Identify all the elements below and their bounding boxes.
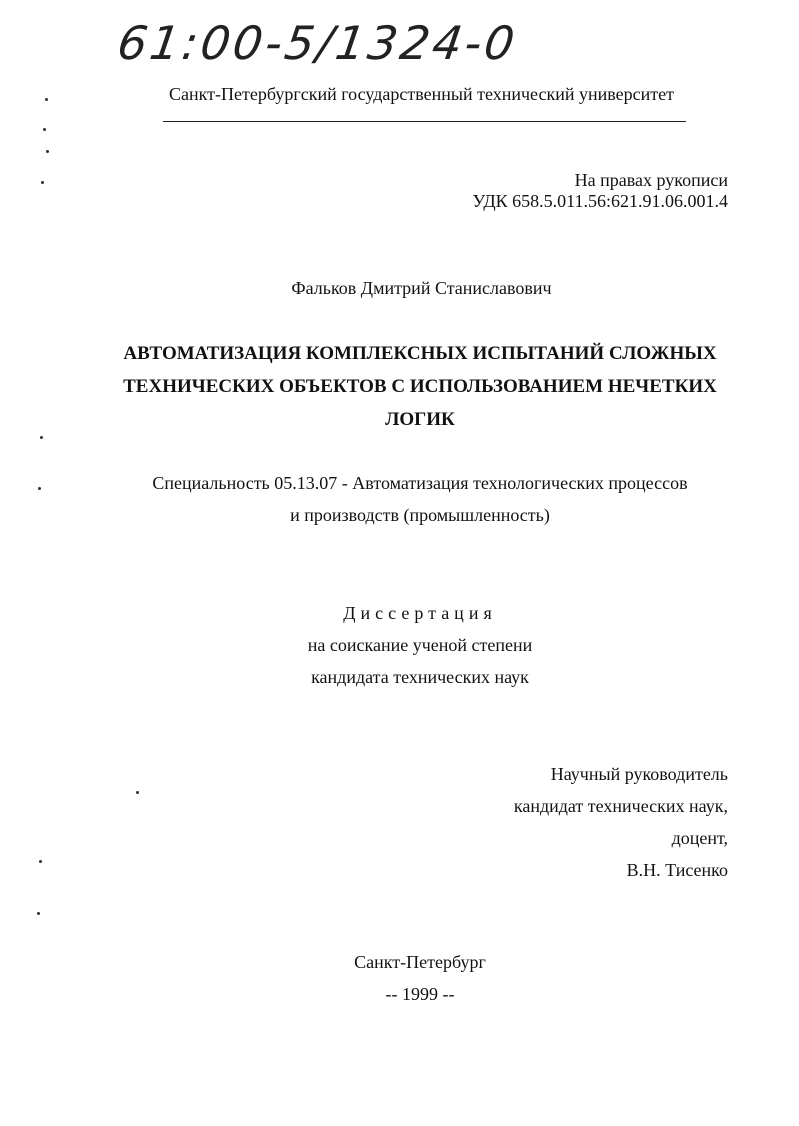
handwritten-archive-code: 61:00-5/1324-0 xyxy=(114,16,521,70)
specialty-line: и производств (промышленность) xyxy=(290,505,550,525)
scan-speck xyxy=(39,860,42,863)
advisor-name: В.Н. Тисенко xyxy=(626,860,728,880)
scan-speck xyxy=(41,181,44,184)
scan-speck xyxy=(136,791,139,794)
degree-line: на соискание ученой степени xyxy=(307,635,533,655)
title-line: АВТОМАТИЗАЦИЯ КОМПЛЕКСНЫХ ИСПЫТАНИЙ СЛОЖНЫХ xyxy=(123,343,717,364)
specialty-block xyxy=(110,467,730,531)
advisor-role: Научный руководитель xyxy=(550,764,728,784)
scan-speck xyxy=(45,98,48,101)
advisor-rank: доцент, xyxy=(671,828,728,848)
dissertation-title xyxy=(110,337,730,436)
degree-line: кандидата технических наук xyxy=(311,667,529,687)
specialty-line: Специальность 05.13.07 - Автоматизация технологических процессов xyxy=(152,473,688,493)
scan-speck xyxy=(38,487,41,490)
dissertation-word: Диссертация xyxy=(343,603,497,623)
title-line: ЛОГИК xyxy=(385,409,455,430)
author-name: Фальков Дмитрий Станиславович xyxy=(291,278,552,298)
scan-speck xyxy=(46,150,49,153)
rights-block xyxy=(472,170,728,212)
rights-label: На правах рукописи xyxy=(574,170,728,190)
scan-speck xyxy=(43,128,46,131)
scan-speck xyxy=(40,436,43,439)
title-line: ТЕХНИЧЕСКИХ ОБЪЕКТОВ С ИСПОЛЬЗОВАНИЕМ НЕЧЕТКИХ xyxy=(123,376,717,397)
header-divider xyxy=(163,121,686,122)
scan-speck xyxy=(37,912,40,915)
dissertation-block xyxy=(110,597,730,693)
udk-code: УДК 658.5.011.56:621.91.06.001.4 xyxy=(472,191,728,211)
advisor-block xyxy=(514,758,728,886)
footer-block xyxy=(110,946,730,1010)
city: Санкт-Петербург xyxy=(354,952,486,972)
university-name: Санкт-Петербургский государственный технический университет xyxy=(169,84,674,104)
advisor-degree: кандидат технических наук, xyxy=(513,796,728,816)
year: -- 1999 -- xyxy=(385,984,455,1004)
